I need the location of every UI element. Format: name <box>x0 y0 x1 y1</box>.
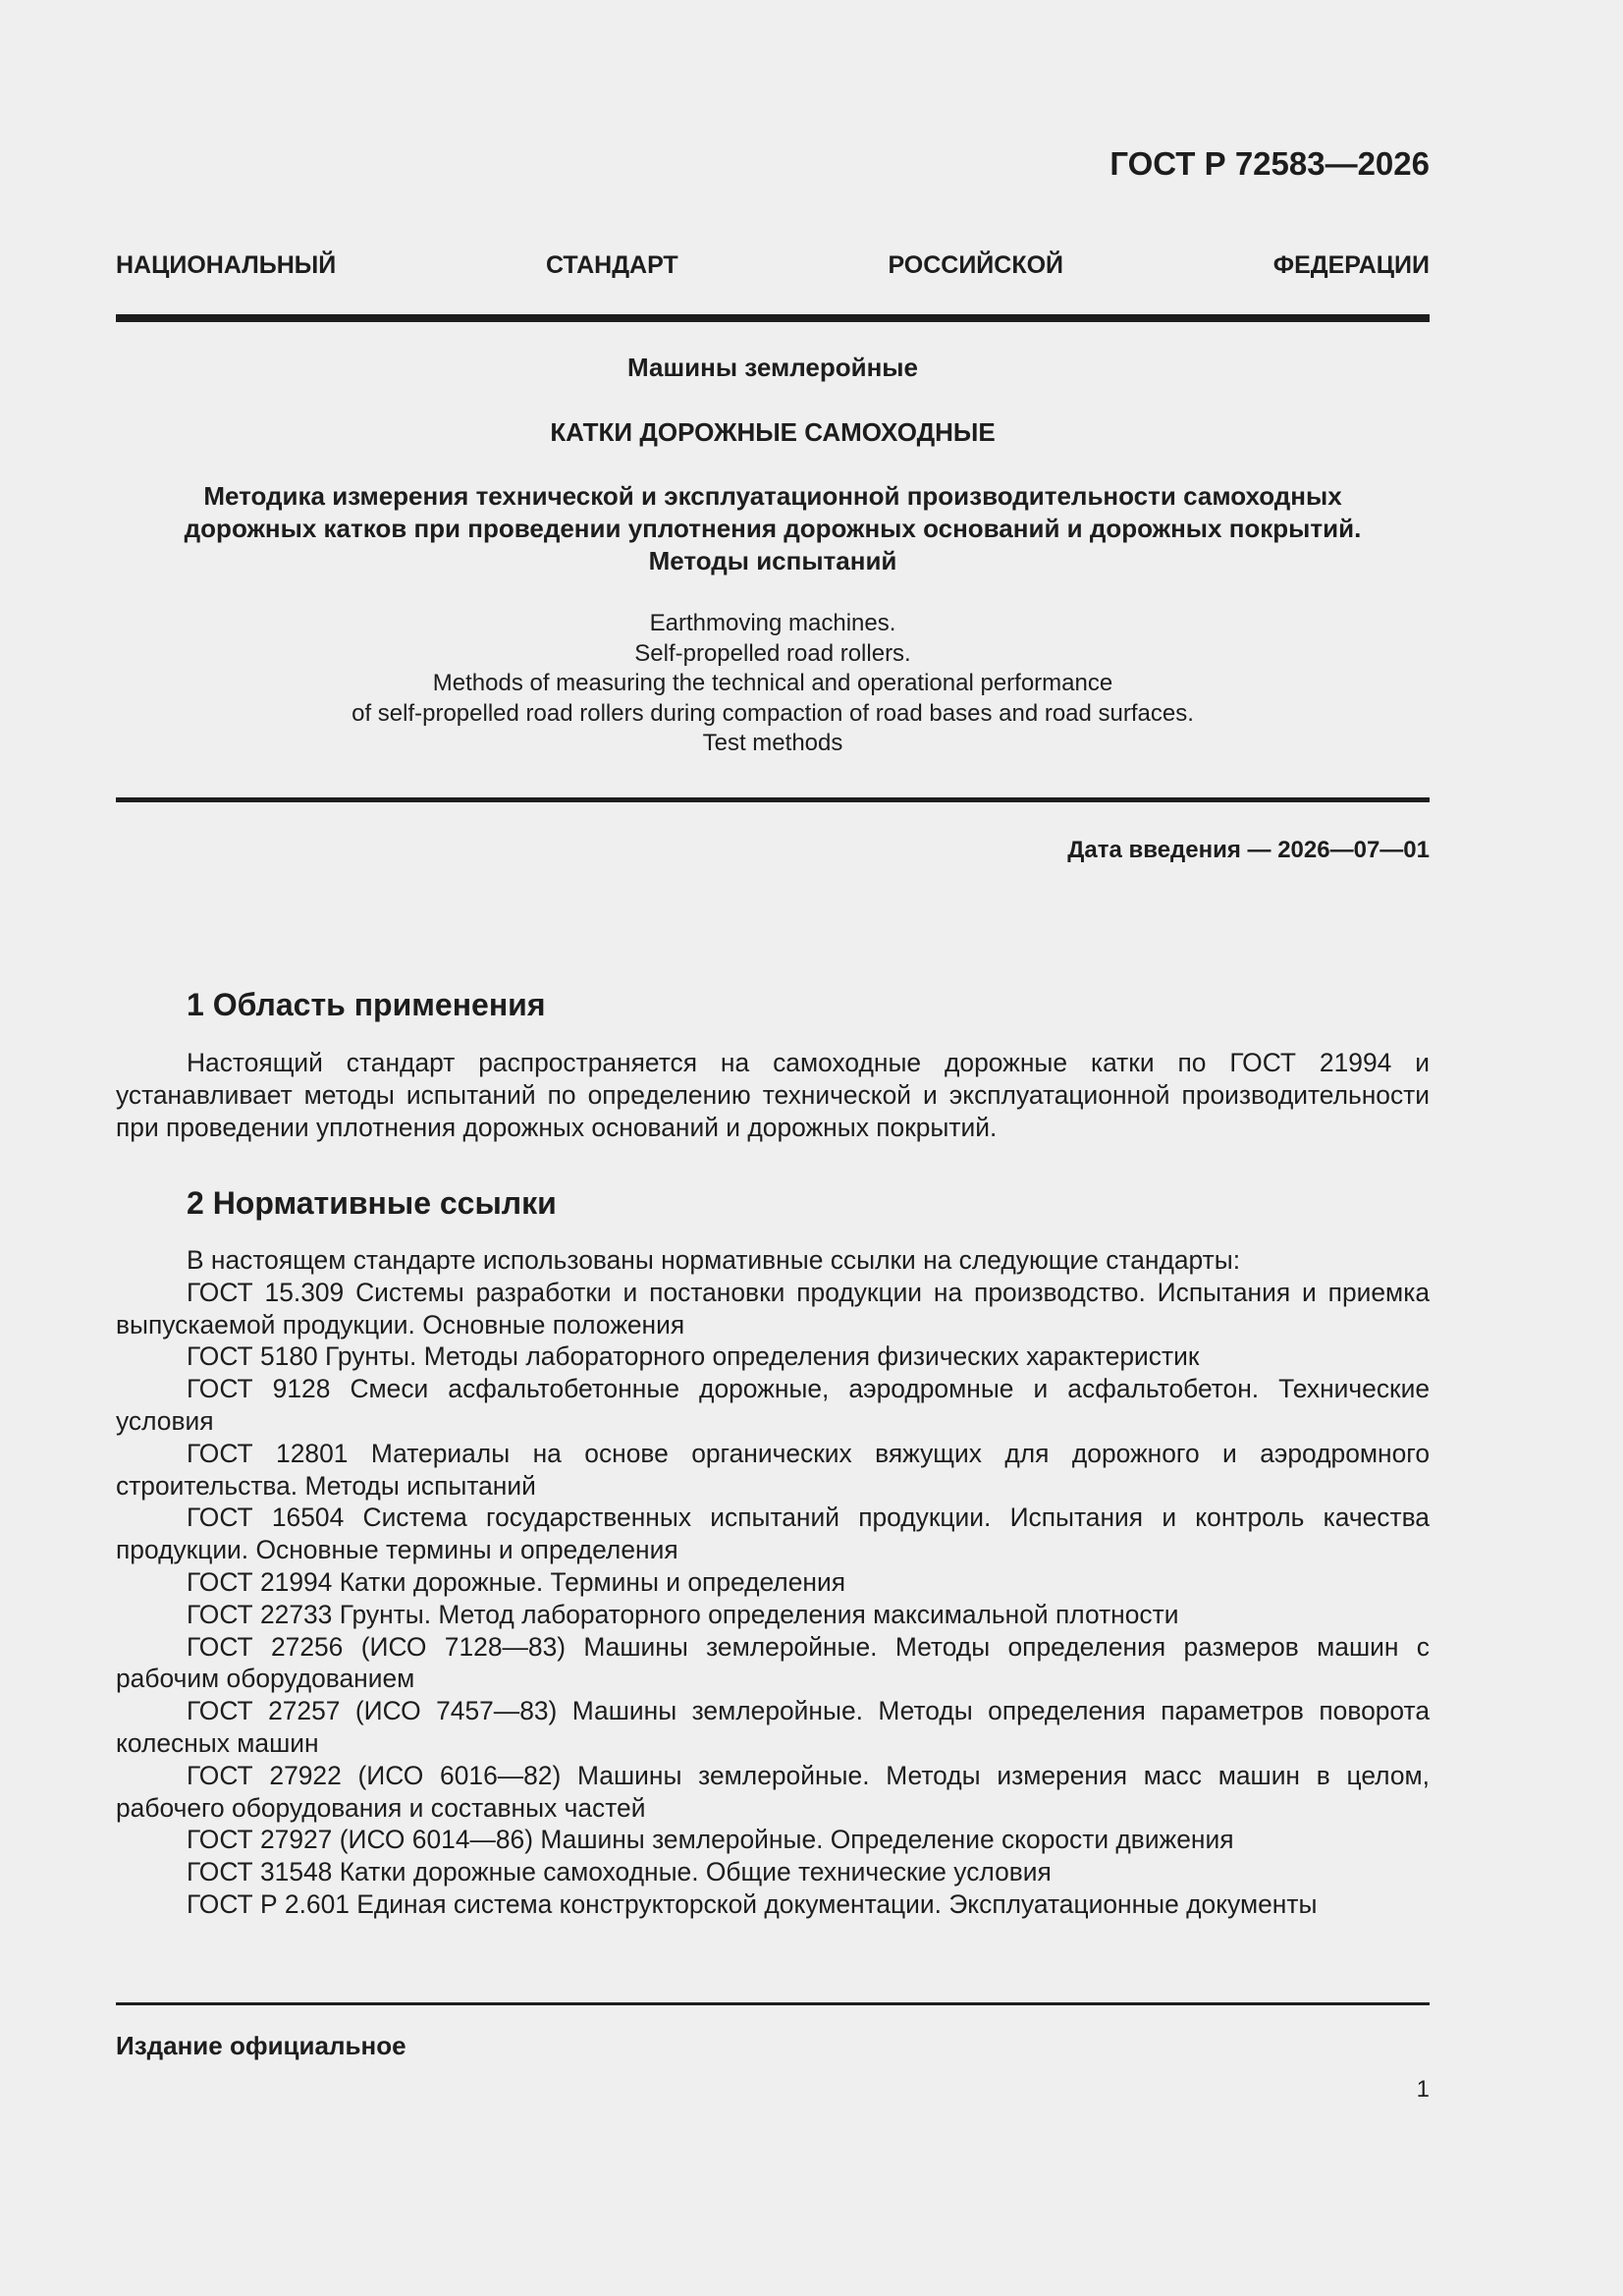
footer-divider <box>116 2002 1430 2005</box>
english-title-line: Self-propelled road rollers. <box>634 639 911 667</box>
title-bottom-divider <box>116 797 1430 802</box>
page-number: 1 <box>1416 2076 1430 2103</box>
paragraph: Настоящий стандарт распространяется на самоходные дорожные катки по ГОСТ 21994 и устанавливает методы испытаний по определению технической и эксплуатационной производительности при проведении уплотнения дорожных оснований и дорожных покрытий. <box>116 1048 1430 1142</box>
national-title-word: НАЦИОНАЛЬНЫЙ <box>116 251 337 279</box>
reference-item: ГОСТ 22733 Грунты. Метод лабораторного определения максимальной плотности <box>187 1599 1179 1629</box>
national-title-word: РОССИЙСКОЙ <box>888 251 1064 279</box>
title-main: КАТКИ ДОРОЖНЫЕ САМОХОДНЫЕ <box>550 417 996 447</box>
title-line: Методы испытаний <box>648 546 897 575</box>
english-title <box>116 609 1430 759</box>
national-standard-title <box>116 251 1430 280</box>
title-line: дорожных катков при проведении уплотнения дорожных оснований и дорожных покрытий. <box>184 514 1362 543</box>
reference-item: ГОСТ 16504 Система государственных испытаний продукции. Испытания и контроль качества продукции. Основные термины и определения <box>116 1503 1430 1565</box>
section-2-body <box>116 1244 1430 1921</box>
paragraph: В настоящем стандарте использованы нормативные ссылки на следующие стандарты: <box>187 1245 1241 1275</box>
national-title-word: СТАНДАРТ <box>545 251 678 279</box>
introduction-date: Дата введения — 2026—07—01 <box>1067 837 1430 863</box>
document-number: ГОСТ Р 72583—2026 <box>1109 145 1430 182</box>
reference-item: ГОСТ 12801 Материалы на основе органических вяжущих для дорожного и аэродромного строительства. Методы испытаний <box>116 1438 1430 1501</box>
reference-item: ГОСТ 27922 (ИСО 6016—82) Машины землеройные. Методы измерения масс машин в целом, рабочего оборудования и составных частей <box>116 1760 1430 1823</box>
reference-item: ГОСТ 27927 (ИСО 6014—86) Машины землеройные. Определение скорости движения <box>187 1825 1234 1855</box>
reference-item: ГОСТ 15.309 Системы разработки и постановки продукции на производство. Испытания и приемка выпускаемой продукции. Основные положения <box>116 1277 1430 1339</box>
english-title-line: of self-propelled road rollers during compaction of road bases and road surfaces. <box>352 699 1194 727</box>
official-edition-label: Издание официальное <box>116 2031 406 2060</box>
reference-item: ГОСТ 5180 Грунты. Методы лабораторного определения физических характеристик <box>187 1341 1200 1372</box>
top-divider <box>116 314 1430 322</box>
english-title-line: Methods of measuring the technical and operational performance <box>432 670 1113 696</box>
english-title-line: Test methods <box>702 730 843 756</box>
reference-item: ГОСТ Р 2.601 Единая система конструкторской документации. Эксплуатационные документы <box>187 1888 1318 1919</box>
reference-item: ГОСТ 9128 Смеси асфальтобетонные дорожные, аэродромные и асфальтобетон. Технические условия <box>116 1374 1430 1436</box>
section-1-heading: 1 Область применения <box>187 987 546 1022</box>
reference-item: ГОСТ 27257 (ИСО 7457—83) Машины землеройные. Методы определения параметров поворота колесных машин <box>116 1696 1430 1758</box>
section-2-heading: 2 Нормативные ссылки <box>187 1185 557 1221</box>
title-complementary <box>116 480 1430 577</box>
reference-item: ГОСТ 31548 Катки дорожные самоходные. Общие технические условия <box>187 1857 1052 1887</box>
title-line: Методика измерения технической и эксплуатационной производительности самоходных <box>203 481 1342 511</box>
reference-item: ГОСТ 21994 Катки дорожные. Термины и определения <box>187 1566 845 1597</box>
english-title-line: Earthmoving machines. <box>649 610 896 636</box>
national-title-word: ФЕДЕРАЦИИ <box>1272 251 1430 279</box>
section-1-body <box>116 1047 1430 1143</box>
title-group-name: Машины землеройные <box>627 353 918 382</box>
reference-item: ГОСТ 27256 (ИСО 7128—83) Машины землеройные. Методы определения размеров машин с рабочим оборудованием <box>116 1631 1430 1694</box>
